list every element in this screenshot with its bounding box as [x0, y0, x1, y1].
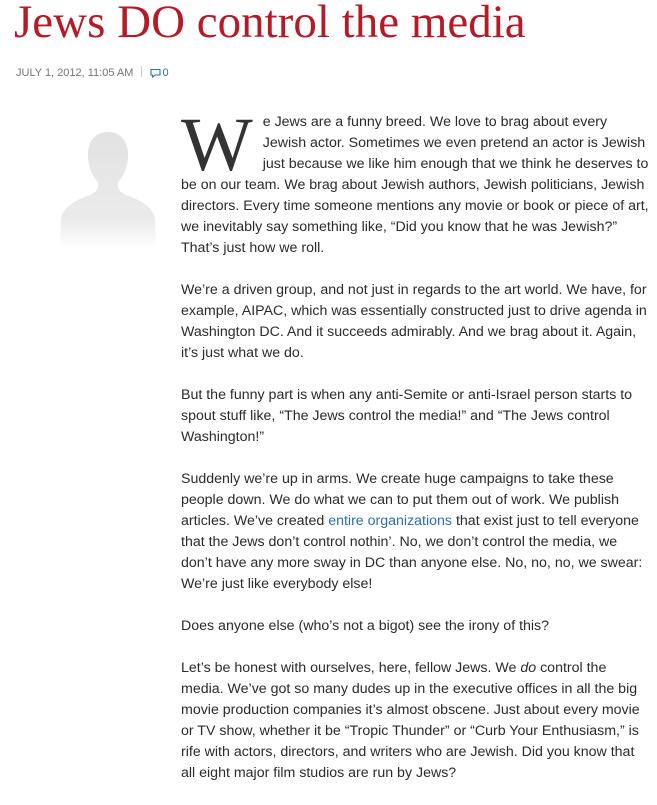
paragraph-text: that exist just to tell everyone that the Jews don’t control nothin’. No, we don’t control the media, we don’t have any more sway in DC than anyone else. No, no, no, we swear: We’re just like everybody else!	[181, 513, 643, 592]
paragraph-text: Let’s be honest with ourselves, here, fellow Jews. We	[181, 660, 521, 676]
paragraph	[181, 103, 651, 259]
comment-count: 0	[162, 67, 169, 79]
paragraph-text: Suddenly we’re up in arms. We create huge campaigns to take these people down. We do what we can to put them out of work. We publish articles. We’ve created	[181, 471, 619, 529]
post-title[interactable]: Jews DO control the media	[14, 0, 526, 48]
drop-cap: W	[181, 103, 253, 187]
speech-bubble-icon	[150, 68, 161, 78]
comments-link[interactable]	[150, 67, 169, 79]
paragraph-text: control the media. We’ve got so many dudes up in the executive offices in all the big movie production companies it’s almost obscene. Just about every movie or TV show, whether it be “Tropic Thunder” or “Curb Your Enthusiasm,” is rife with actors, directors, and writers who are Jewish. Did you know that all eight major film studios are run by Jews?	[181, 660, 640, 781]
post-content	[181, 103, 651, 805]
paragraph: We’re a driven group, and not just in regards to the art world. We have, for example, AIPAC, which was essentially constructed just to drive agenda in Washington DC. And it succeeds admirably. And we brag about it. Again, it’s just what we do.	[181, 282, 647, 361]
entire-organizations-link[interactable]: entire organizations	[328, 513, 453, 529]
post-meta	[16, 66, 169, 80]
author-avatar	[60, 126, 156, 248]
post-date: JULY 1, 2012, 11:05 AM	[16, 67, 134, 79]
meta-divider	[141, 66, 142, 77]
paragraph: Does anyone else (who’s not a bigot) see the irony of this?	[181, 618, 550, 634]
emphasis-text: do	[520, 660, 537, 676]
paragraph	[181, 658, 651, 784]
paragraph	[181, 469, 651, 595]
paragraph-text: e Jews are a funny breed. We love to brag about every Jewish actor. Sometimes we even pretend an actor is Jewish just because we like him enough that we think he deserves to be on our team. We brag about Jewish authors, Jewish politicians, Jewish directors. Every time someone mentions any movie or book or piece of art, we inevitably say something like, “Did you know that he was Jewish?” That’s just how we roll.	[181, 114, 649, 256]
paragraph: But the funny part is when any anti-Semite or anti-Israel person starts to spout stuff like, “The Jews control the media!” and “The Jews control Washington!”	[181, 387, 633, 445]
